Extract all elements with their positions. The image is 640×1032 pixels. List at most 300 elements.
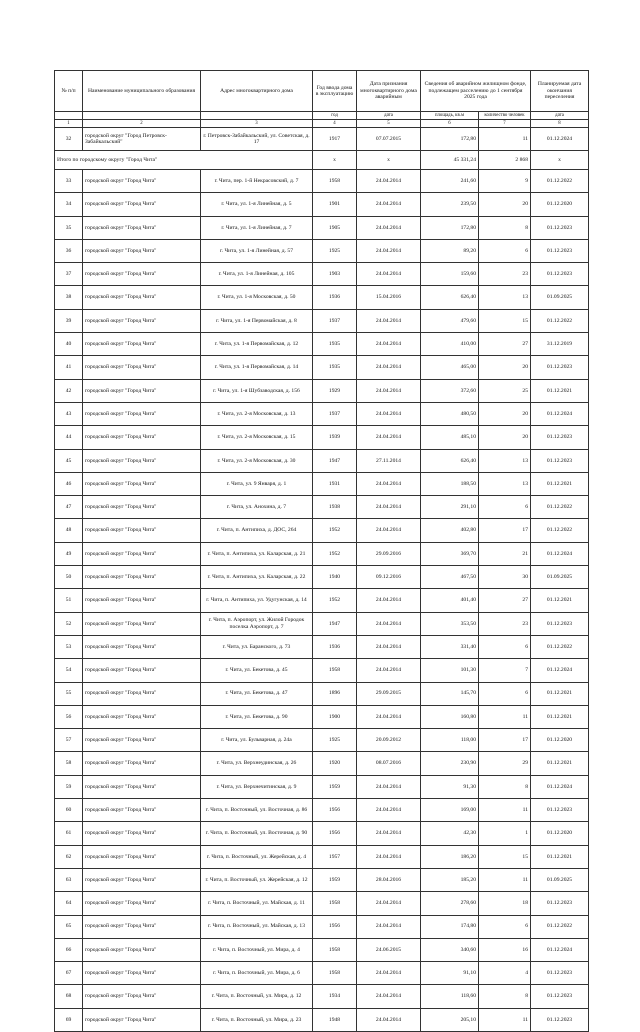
cell-num: 50	[55, 566, 83, 589]
cell-num: 67	[55, 962, 83, 985]
cell-address: г. Чита, ул. Бекетова, д. 90	[201, 705, 313, 728]
cell-municipality: городской округ "Город Чита"	[83, 519, 201, 542]
cell-municipality: городской округ "Город Чита"	[83, 239, 201, 262]
unit-empty	[83, 112, 201, 120]
cell-plan: 01.12.2020	[531, 193, 589, 216]
cell-year: 1947	[313, 612, 357, 635]
cell-people: 11	[479, 705, 531, 728]
cell-plan: 01.12.2023	[531, 612, 589, 635]
cell-plan: 01.12.2023	[531, 962, 589, 985]
cell-year: 1920	[313, 752, 357, 775]
cell-people: 20	[479, 356, 531, 379]
cell-date: 20.09.2012	[357, 729, 421, 752]
cell-people: 27	[479, 589, 531, 612]
table-row	[55, 589, 589, 612]
header-planned: Планируемая дата окончания переселения	[531, 71, 589, 112]
cell-area: 159,60	[421, 263, 479, 286]
table-body	[55, 71, 589, 1032]
cell-date: 29.09.2016	[357, 542, 421, 565]
cell-area: 118,00	[421, 729, 479, 752]
cell-people: 16	[479, 938, 531, 961]
cell-people: 11	[479, 128, 531, 151]
total-year: x	[313, 151, 357, 170]
cell-area: 410,00	[421, 333, 479, 356]
cell-people: 18	[479, 892, 531, 915]
cell-plan: 01.12.2023	[531, 1008, 589, 1031]
cell-people: 8	[479, 216, 531, 239]
header-municipality: Наименование муниципального образования	[83, 71, 201, 112]
cell-num: 43	[55, 402, 83, 425]
cell-plan: 01.12.2020	[531, 822, 589, 845]
cell-num: 52	[55, 612, 83, 635]
cell-year: 1929	[313, 379, 357, 402]
cell-municipality: городской округ "Город Чита"	[83, 962, 201, 985]
cell-municipality: городской округ "Город Чита"	[83, 705, 201, 728]
table-row	[55, 426, 589, 449]
table-row	[55, 962, 589, 985]
cell-num: 36	[55, 239, 83, 262]
cell-people: 20	[479, 402, 531, 425]
table-row	[55, 128, 589, 151]
cell-year: 1959	[313, 775, 357, 798]
table-row	[55, 356, 589, 379]
cell-plan: 01.12.2024	[531, 938, 589, 961]
cell-date: 24.04.2014	[357, 263, 421, 286]
cell-year: 1931	[313, 472, 357, 495]
cell-people: 21	[479, 542, 531, 565]
cell-year: 1952	[313, 519, 357, 542]
cell-people: 30	[479, 566, 531, 589]
cell-num: 46	[55, 472, 83, 495]
cell-municipality: городской округ "Город Чита"	[83, 752, 201, 775]
cell-area: 331,40	[421, 635, 479, 658]
cell-address: г. Чита, п. Восточный, ул. Жерейская, д. 12	[201, 868, 313, 891]
cell-municipality: городской округ "Город Чита"	[83, 496, 201, 519]
cell-people: 20	[479, 193, 531, 216]
cell-area: 480,50	[421, 402, 479, 425]
cell-people: 6	[479, 496, 531, 519]
cell-year: 1958	[313, 892, 357, 915]
cell-plan: 01.12.2023	[531, 356, 589, 379]
cell-num: 32	[55, 128, 83, 151]
cell-plan: 01.12.2024	[531, 542, 589, 565]
cell-municipality: городской округ "Город Чита"	[83, 1008, 201, 1031]
cell-num: 47	[55, 496, 83, 519]
header-row	[55, 71, 589, 112]
cell-municipality: городской округ "Город Чита"	[83, 635, 201, 658]
cell-municipality: городской округ "Город Чита"	[83, 799, 201, 822]
table-row	[55, 775, 589, 798]
header-year: Год ввода дома в эксплуатацию	[313, 71, 357, 112]
cell-area: 353,50	[421, 612, 479, 635]
cell-year: 1940	[313, 566, 357, 589]
cell-date: 08.07.2016	[357, 752, 421, 775]
cell-address: г. Чита, пер. 1-й Некрасовский, д. 7	[201, 170, 313, 193]
cell-date: 28.04.2016	[357, 868, 421, 891]
cell-area: 118,60	[421, 985, 479, 1008]
cell-people: 13	[479, 449, 531, 472]
cell-year: 1952	[313, 589, 357, 612]
cell-people: 15	[479, 845, 531, 868]
table-row	[55, 216, 589, 239]
cell-num: 53	[55, 635, 83, 658]
col-number: 8	[531, 120, 589, 128]
cell-plan: 01.09.2025	[531, 566, 589, 589]
cell-people: 23	[479, 263, 531, 286]
col-number: 4	[313, 120, 357, 128]
cell-year: 1935	[313, 333, 357, 356]
cell-people: 29	[479, 752, 531, 775]
cell-municipality: городской округ "Город Чита"	[83, 356, 201, 379]
cell-num: 56	[55, 705, 83, 728]
table-row	[55, 309, 589, 332]
cell-address: г. Чита, ул. 1-я Линейная, д. 105	[201, 263, 313, 286]
cell-municipality: городской округ "Город Чита"	[83, 472, 201, 495]
cell-year: 1905	[313, 216, 357, 239]
cell-address: г. Чита, ул. 1-я Шубзаводская, д. 156	[201, 379, 313, 402]
cell-area: 467,50	[421, 566, 479, 589]
cell-municipality: городской округ "Город Чита"	[83, 915, 201, 938]
cell-num: 48	[55, 519, 83, 542]
cell-municipality: городской округ "Город Чита"	[83, 938, 201, 961]
cell-num: 60	[55, 799, 83, 822]
cell-date: 15.04.2016	[357, 286, 421, 309]
table-row	[55, 682, 589, 705]
total-label: Итого по городскому округу "Город Чита"	[55, 151, 313, 170]
total-date: x	[357, 151, 421, 170]
cell-area: 230,90	[421, 752, 479, 775]
cell-date: 24.04.2014	[357, 1008, 421, 1031]
cell-address: г. Чита, п. Антипиха, ул. Удугунская, д. 14	[201, 589, 313, 612]
cell-municipality: городской округ "Город Чита"	[83, 379, 201, 402]
col-number: 1	[55, 120, 83, 128]
cell-address: г. Чита, ул. Анохина, д. 7	[201, 496, 313, 519]
cell-num: 55	[55, 682, 83, 705]
cell-date: 24.04.2014	[357, 170, 421, 193]
table-row	[55, 496, 589, 519]
cell-date: 24.04.2014	[357, 915, 421, 938]
cell-plan: 01.09.2025	[531, 286, 589, 309]
cell-date: 24.04.2014	[357, 659, 421, 682]
cell-people: 17	[479, 729, 531, 752]
cell-num: 39	[55, 309, 83, 332]
cell-year: 1896	[313, 682, 357, 705]
table-row	[55, 402, 589, 425]
cell-date: 24.04.2014	[357, 962, 421, 985]
cell-people: 23	[479, 612, 531, 635]
cell-address: г. Чита, ул. Бекетова, д. 47	[201, 682, 313, 705]
cell-people: 7	[479, 659, 531, 682]
header-date: Дата признания многоквартирного дома аварийным	[357, 71, 421, 112]
cell-date: 24.04.2014	[357, 799, 421, 822]
col-number: 2	[83, 120, 201, 128]
cell-plan: 01.12.2021	[531, 705, 589, 728]
cell-plan: 01.12.2023	[531, 799, 589, 822]
cell-area: 89,20	[421, 239, 479, 262]
cell-municipality: городской округ "Город Чита"	[83, 822, 201, 845]
cell-people: 17	[479, 519, 531, 542]
cell-plan: 01.12.2023	[531, 426, 589, 449]
cell-address: г. Чита, п. Восточный, ул. Мира, д. 6	[201, 962, 313, 985]
cell-plan: 01.12.2024	[531, 659, 589, 682]
cell-people: 13	[479, 286, 531, 309]
cell-num: 51	[55, 589, 83, 612]
cell-year: 1937	[313, 309, 357, 332]
cell-municipality: городской округ "Город Чита"	[83, 542, 201, 565]
table-row	[55, 799, 589, 822]
cell-year: 1948	[313, 1008, 357, 1031]
cell-address: г. Чита, ул. 1-я Московская, д. 50	[201, 286, 313, 309]
cell-year: 1958	[313, 962, 357, 985]
unit-people: количество человек	[479, 112, 531, 120]
cell-people: 25	[479, 379, 531, 402]
cell-area: 172,80	[421, 128, 479, 151]
cell-municipality: городской округ "Город Чита"	[83, 333, 201, 356]
cell-num: 57	[55, 729, 83, 752]
cell-municipality: городской округ "Город Чита"	[83, 263, 201, 286]
cell-address: г. Чита, п. Аэропорт, ул. Жилой Городок поселка Аэропорт, д. 7	[201, 612, 313, 635]
cell-date: 24.04.2014	[357, 472, 421, 495]
cell-date: 24.04.2014	[357, 333, 421, 356]
cell-plan: 01.12.2024	[531, 402, 589, 425]
cell-date: 24.04.2014	[357, 612, 421, 635]
cell-address: г. Чита, ул. 2-я Московская, д. 30	[201, 449, 313, 472]
header-num: № п/п	[55, 71, 83, 112]
cell-num: 63	[55, 868, 83, 891]
cell-num: 62	[55, 845, 83, 868]
cell-date: 24.04.2014	[357, 705, 421, 728]
cell-area: 186,20	[421, 845, 479, 868]
table-row	[55, 729, 589, 752]
cell-num: 33	[55, 170, 83, 193]
cell-plan: 01.12.2022	[531, 496, 589, 519]
cell-year: 1900	[313, 705, 357, 728]
table-row	[55, 659, 589, 682]
cell-num: 69	[55, 1008, 83, 1031]
cell-area: 145,70	[421, 682, 479, 705]
cell-area: 169,00	[421, 799, 479, 822]
cell-date: 24.04.2014	[357, 402, 421, 425]
cell-municipality: городской округ "Город Чита"	[83, 193, 201, 216]
cell-area: 278,60	[421, 892, 479, 915]
table-row	[55, 193, 589, 216]
table-row	[55, 1008, 589, 1031]
cell-people: 15	[479, 309, 531, 332]
cell-area: 239,50	[421, 193, 479, 216]
cell-address: г. Чита, ул. 1-я Первомайская, д. 8	[201, 309, 313, 332]
cell-num: 59	[55, 775, 83, 798]
cell-people: 1	[479, 822, 531, 845]
cell-num: 37	[55, 263, 83, 286]
cell-num: 49	[55, 542, 83, 565]
table-row	[55, 915, 589, 938]
table-row	[55, 379, 589, 402]
cell-year: 1939	[313, 426, 357, 449]
column-numbers-row	[55, 120, 589, 128]
cell-date: 24.04.2014	[357, 845, 421, 868]
table-row	[55, 822, 589, 845]
cell-address: г. Чита, ул. 1-я Линейная, д. 5	[201, 193, 313, 216]
cell-plan: 01.12.2023	[531, 239, 589, 262]
cell-plan: 01.12.2023	[531, 449, 589, 472]
total-people: 2 868	[479, 151, 531, 170]
cell-year: 1903	[313, 263, 357, 286]
cell-plan: 01.12.2023	[531, 985, 589, 1008]
cell-date: 24.04.2014	[357, 635, 421, 658]
cell-date: 24.04.2014	[357, 379, 421, 402]
unit-year: год	[313, 112, 357, 120]
cell-num: 65	[55, 915, 83, 938]
cell-municipality: городской округ "Город Чита"	[83, 566, 201, 589]
cell-municipality: городской округ "Город Чита"	[83, 612, 201, 635]
cell-year: 1917	[313, 128, 357, 151]
cell-people: 4	[479, 962, 531, 985]
col-number: 5	[357, 120, 421, 128]
cell-people: 6	[479, 239, 531, 262]
table-row	[55, 263, 589, 286]
total-row	[55, 151, 589, 170]
cell-area: 205,10	[421, 1008, 479, 1031]
cell-people: 6	[479, 682, 531, 705]
cell-area: 479,60	[421, 309, 479, 332]
cell-num: 40	[55, 333, 83, 356]
cell-date: 24.06.2015	[357, 938, 421, 961]
cell-date: 24.04.2014	[357, 519, 421, 542]
cell-municipality: городской округ "Город Чита"	[83, 985, 201, 1008]
cell-area: 42,30	[421, 822, 479, 845]
cell-area: 91,10	[421, 962, 479, 985]
cell-year: 1925	[313, 729, 357, 752]
cell-date: 24.04.2014	[357, 822, 421, 845]
cell-num: 61	[55, 822, 83, 845]
cell-people: 6	[479, 915, 531, 938]
cell-plan: 01.12.2023	[531, 216, 589, 239]
header-address: Адрес многоквартирного дома	[201, 71, 313, 112]
cell-num: 35	[55, 216, 83, 239]
table-row	[55, 519, 589, 542]
cell-municipality: городской округ "Город Чита"	[83, 402, 201, 425]
cell-address: г. Чита, п. Восточный, ул. Мира, д. 23	[201, 1008, 313, 1031]
cell-plan: 01.12.2021	[531, 472, 589, 495]
table-row	[55, 333, 589, 356]
cell-people: 20	[479, 426, 531, 449]
cell-people: 13	[479, 472, 531, 495]
cell-address: г. Чита, п. Антипиха, ул. Каларская, д. 21	[201, 542, 313, 565]
cell-date: 24.04.2014	[357, 193, 421, 216]
cell-num: 58	[55, 752, 83, 775]
cell-date: 24.04.2014	[357, 496, 421, 519]
cell-year: 1936	[313, 286, 357, 309]
cell-municipality: городской округ "Город Чита"	[83, 845, 201, 868]
cell-plan: 01.12.2022	[531, 519, 589, 542]
cell-plan: 01.12.2021	[531, 845, 589, 868]
cell-address: г. Чита, п. Восточный, ул. Мира, д. 12	[201, 985, 313, 1008]
cell-people: 27	[479, 333, 531, 356]
header-info: Сведения об аварийном жилищном фонде, подлежащем расселению до 1 сентября 2025 года	[421, 71, 531, 112]
cell-year: 1959	[313, 868, 357, 891]
cell-plan: 01.09.2025	[531, 868, 589, 891]
cell-area: 402,80	[421, 519, 479, 542]
cell-municipality: городской округ "Город Чита"	[83, 892, 201, 915]
cell-municipality: городской округ "Город Чита"	[83, 216, 201, 239]
cell-area: 291,10	[421, 496, 479, 519]
table-row	[55, 286, 589, 309]
cell-num: 64	[55, 892, 83, 915]
cell-people: 8	[479, 985, 531, 1008]
cell-address: г. Чита, ул. Баранского, д. 73	[201, 635, 313, 658]
cell-area: 241,60	[421, 170, 479, 193]
cell-num: 44	[55, 426, 83, 449]
cell-address: г. Чита, ул. 1-я Линейная, д. 57	[201, 239, 313, 262]
unit-date: дата	[357, 112, 421, 120]
cell-plan: 01.12.2024	[531, 775, 589, 798]
cell-area: 401,40	[421, 589, 479, 612]
cell-area: 465,00	[421, 356, 479, 379]
cell-date: 24.04.2014	[357, 356, 421, 379]
cell-address: г. Чита, ул. 9 Января, д. 1	[201, 472, 313, 495]
cell-plan: 01.12.2021	[531, 682, 589, 705]
units-row	[55, 112, 589, 120]
cell-address: г. Чита, ул. 1-я Первомайская, д. 12	[201, 333, 313, 356]
cell-plan: 01.12.2023	[531, 263, 589, 286]
cell-address: г. Чита, п. Восточный, ул. Восточная, д. 86	[201, 799, 313, 822]
table-row	[55, 542, 589, 565]
cell-area: 626,40	[421, 449, 479, 472]
cell-date: 24.04.2014	[357, 309, 421, 332]
cell-year: 1956	[313, 799, 357, 822]
cell-date: 24.04.2014	[357, 239, 421, 262]
unit-empty	[201, 112, 313, 120]
cell-plan: 01.12.2021	[531, 379, 589, 402]
cell-num: 41	[55, 356, 83, 379]
cell-plan: 01.12.2022	[531, 170, 589, 193]
cell-area: 172,80	[421, 216, 479, 239]
cell-people: 11	[479, 1008, 531, 1031]
cell-plan: 01.12.2023	[531, 892, 589, 915]
housing-table	[54, 70, 589, 1032]
cell-date: 24.04.2014	[357, 589, 421, 612]
cell-people: 9	[479, 170, 531, 193]
total-plan: x	[531, 151, 589, 170]
table-row	[55, 635, 589, 658]
cell-address: г. Чита, ул. 2-я Московская, д. 15	[201, 426, 313, 449]
cell-num: 54	[55, 659, 83, 682]
cell-plan: 01.12.2020	[531, 729, 589, 752]
table-row	[55, 566, 589, 589]
cell-municipality: городской округ "Город Чита"	[83, 589, 201, 612]
table-row	[55, 868, 589, 891]
cell-municipality: городской округ "Город Чита"	[83, 449, 201, 472]
cell-year: 1938	[313, 496, 357, 519]
cell-plan: 01.12.2022	[531, 915, 589, 938]
cell-municipality: городской округ "Город Чита"	[83, 868, 201, 891]
cell-num: 66	[55, 938, 83, 961]
cell-year: 1958	[313, 938, 357, 961]
cell-year: 1936	[313, 635, 357, 658]
cell-plan: 01.12.2024	[531, 128, 589, 151]
cell-municipality: городской округ "Город Чита"	[83, 286, 201, 309]
cell-date: 24.04.2014	[357, 775, 421, 798]
cell-area: 101,30	[421, 659, 479, 682]
table-row	[55, 449, 589, 472]
cell-area: 91,30	[421, 775, 479, 798]
cell-year: 1935	[313, 356, 357, 379]
cell-municipality: городской округ "Город Чита"	[83, 729, 201, 752]
cell-municipality: городской округ "Город Чита"	[83, 170, 201, 193]
cell-area: 369,70	[421, 542, 479, 565]
cell-address: г. Чита, ул. Верхнеудинская, д. 26	[201, 752, 313, 775]
table-row	[55, 985, 589, 1008]
